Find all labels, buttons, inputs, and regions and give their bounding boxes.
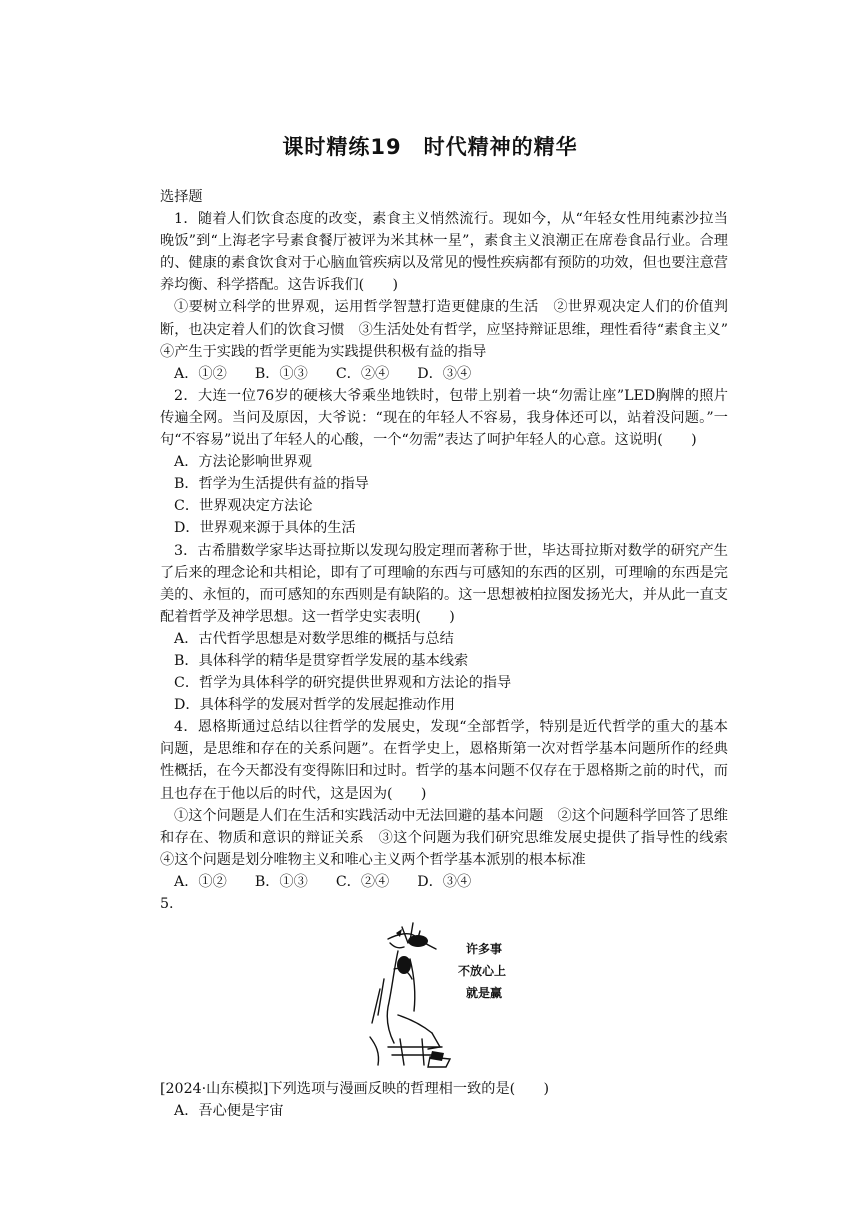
question-4-stem: 4．恩格斯通过总结以往哲学的发展史，发现“全部哲学，特别是近代哲学的重大的基本问题，是思维和存在的关系问题”。在哲学史上，恩格斯第一次对哲学基本问题所作的经典性概括，在今天都没有变得陈旧和过时。哲学的基本问题不仅存在于恩格斯之前的时代，而且也存在于他以后的时代，这是因为( ) xyxy=(160,719,728,802)
option-b: B．哲学为生活提供有益的指导 xyxy=(174,476,369,493)
page-title: 课时精练19 时代精神的精华 xyxy=(282,135,578,159)
question-5-number: 5. xyxy=(160,896,174,912)
question-4-items: ①这个问题是人们在生活和实践活动中无法回避的基本问题 ②这个问题科学回答了思维和存在、物质和意识的辩证关系 ③这个问题为我们研究思维发展史提供了指导性的线索 ④这个问题是划分唯物主义和唯心主义两个哲学基本派别的根本标准 xyxy=(160,807,743,868)
cartoon-caption-line-3: 就是赢 xyxy=(466,986,503,1001)
option-a: A．①② xyxy=(174,873,227,890)
option-a: A．方法论影响世界观 xyxy=(174,454,312,471)
question-3-stem: 3．古希腊数学家毕达哥拉斯以发现勾股定理而著称于世，毕达哥拉斯对数学的研究产生了后来的理念论和共相论，即有了可理喻的东西与可感知的东西的区别，可理喻的东西是完美的、永恒的，而可感知的东西则是有缺陷的。这一思想被柏拉图发扬光大，并从此一直支配着哲学及神学思想。这一哲学史实表明( ) xyxy=(160,542,728,625)
option-d: D．③④ xyxy=(417,365,472,382)
option-c: C．②④ xyxy=(335,873,390,890)
question-1-items: ①要树立科学的世界观，运用哲学智慧打造更健康的生活 ②世界观决定人们的价值判断，也决定着人们的饮食习惯 ③生活处处有哲学，应坚持辩证思维，理性看待“素食主义” ④产生于实践的哲学更能为实践提供积极有益的指导 xyxy=(160,299,743,360)
question-5-stem: [2024·山东模拟]下列选项与漫画反映的哲理相一致的是( ) xyxy=(160,1081,550,1098)
cartoon-caption-line-1: 许多事 xyxy=(466,942,503,957)
cartoon-caption-line-2: 不放心上 xyxy=(458,964,507,979)
option-d: D．世界观来源于具体的生活 xyxy=(174,520,356,537)
option-b: B．①③ xyxy=(254,873,308,890)
option-c: C．世界观决定方法论 xyxy=(174,498,313,515)
option-a: A．古代哲学思想是对数学思维的概括与总结 xyxy=(174,630,454,647)
option-b: B．①③ xyxy=(254,365,308,382)
cartoon-figure xyxy=(160,919,728,1074)
question-1-options xyxy=(160,363,728,385)
question-2-stem: 2．大连一位76岁的硬核大爷乘坐地铁时，包带上别着一块“勿需让座”LED胸牌的照片传遍全网。当问及原因，大爷说：“现在的年轻人不容易，我身体还可以，站着没问题。”一句“不容易”说出了年轻人的心酸，一个“勿需”表达了呵护年轻人的心意。这说明( ) xyxy=(160,387,728,449)
option-d: D．③④ xyxy=(417,873,472,890)
option-a: A．①② xyxy=(174,365,227,382)
option-b: B．具体科学的精华是贯穿哲学发展的基本线索 xyxy=(174,652,469,669)
option-d: D．具体科学的发展对哲学的发展起推动作用 xyxy=(174,697,455,714)
option-c: C．②④ xyxy=(335,365,390,382)
question-content xyxy=(160,186,743,1122)
question-4-options xyxy=(160,871,728,893)
option-c: C．哲学为具体科学的研究提供世界观和方法论的指导 xyxy=(174,675,512,692)
question-1-stem: 1．随着人们饮食态度的改变，素食主义悄然流行。现如今，从“年轻女性用纯素沙拉当晚饭”到“上海老字号素食餐厅被评为米其林一星”，素食主义浪潮正在席卷食品行业。合理的、健康的素食饮食对于心脑血管疾病以及常见的慢性疾病都有预防的功效，但也要注意营养均衡、科学搭配。这告诉我们( ) xyxy=(160,211,728,294)
section-heading: 选择题 xyxy=(160,189,203,205)
option-a: A．吾心便是宇宙 xyxy=(174,1103,284,1120)
cartoon-image xyxy=(358,919,548,1074)
